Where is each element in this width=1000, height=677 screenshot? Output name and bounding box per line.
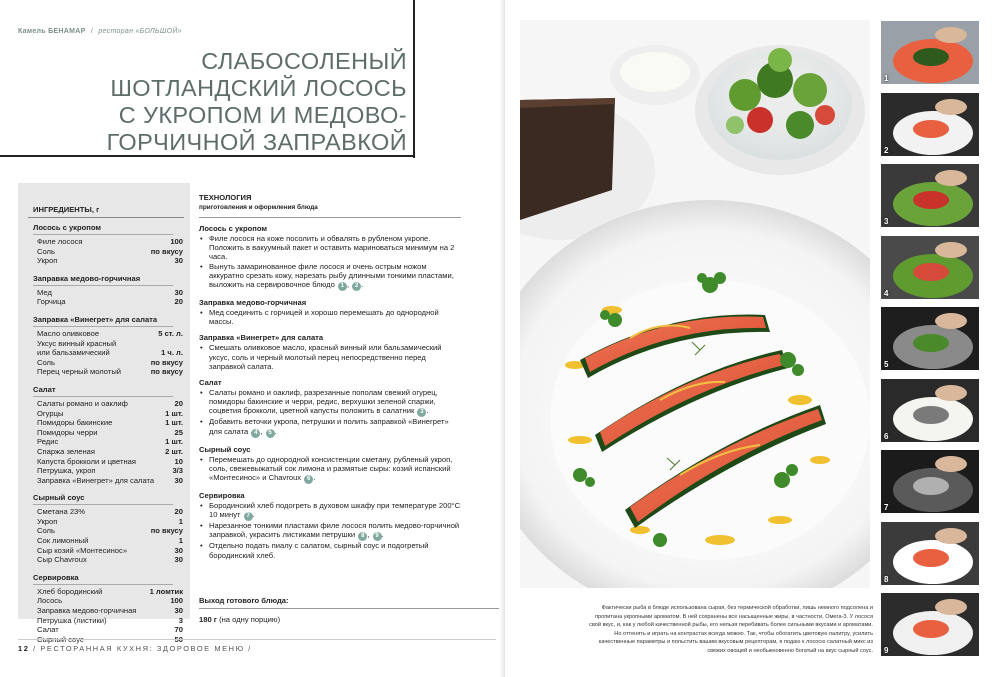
ingredient-quantity: 1 — [178, 536, 183, 546]
technology-step: • Бородинский хлеб подогреть в духовом шкафу при температуре 200°C 10 минут 7 . — [199, 501, 461, 521]
step-thumbnail-number: 7 — [884, 503, 889, 512]
ingredient-name: Укроп — [37, 256, 58, 266]
ingredient-row — [33, 517, 183, 527]
technology-step-text: Добавить веточки укропа, петрушки и полить заправкой «Винегрет» для салата — [209, 417, 449, 436]
title-line: ГОРЧИЧНОЙ ЗАПРАВКОЙ — [106, 129, 407, 155]
right-page — [505, 0, 1000, 677]
ingredient-name: Заправка «Винегрет» для салата — [37, 475, 155, 485]
technology-step-text: Отдельно подать пиалу с салатом, сырный соус и подогретый бородинский хлеб. — [209, 541, 429, 560]
ingredient-quantity: 20 — [174, 398, 183, 408]
yield-rule — [199, 608, 499, 609]
ingredient-name: или бальзамический — [37, 348, 110, 358]
ingredient-group-title: Сервировка — [33, 572, 79, 582]
technology-section — [199, 333, 461, 371]
ingredient-quantity: 100 — [170, 237, 183, 246]
step-number-badge: 3 — [417, 408, 426, 417]
technology-section-title: Лосось с укропом — [199, 224, 268, 233]
ingredient-row — [33, 339, 183, 349]
ingredient-name: Огурцы — [37, 408, 64, 418]
ingredient-name: Масло оливковое — [37, 328, 100, 338]
ingredient-name: Салаты романо и оаклиф — [37, 398, 128, 408]
ingredient-name: Редис — [37, 437, 59, 447]
ingredient-quantity: 1 ломтик — [149, 586, 183, 596]
ingredient-row — [33, 288, 183, 298]
technology-section-title: Сервировка — [199, 491, 245, 501]
technology-step — [199, 308, 461, 326]
ingredient-name: Петрушка (листики) — [37, 615, 107, 625]
ingredient-row — [33, 476, 183, 486]
ingredient-name: Соль — [37, 357, 55, 367]
ingredient-quantity: 30 — [174, 287, 183, 297]
title-frame-vertical — [413, 0, 415, 158]
dish-photo — [520, 20, 870, 588]
step-thumbnail — [881, 450, 979, 513]
step-thumbnail — [881, 379, 979, 442]
ingredient-quantity: 30 — [174, 475, 183, 485]
technology-sections — [199, 224, 461, 560]
ingredient-row — [33, 596, 183, 606]
ingredient-row — [33, 256, 183, 266]
technology-step: • Добавить веточки укропа, петрушки и полить заправкой «Винегрет» для салата 4 , 5 . — [199, 417, 461, 437]
ingredient-quantity: 10 — [174, 456, 183, 466]
page-number: 12 — [18, 644, 30, 653]
technology-step-text: Нарезанное тонкими пластами филе лосося полить медово-горчичной заправкой, украсить листиками петрушки — [209, 521, 460, 540]
ingredient-quantity: 30 — [174, 256, 183, 266]
step-thumbnail — [881, 21, 979, 84]
technology-step: • Вынуть замаринованное филе лосося и очень острым ножом аккуратно срезать кожу, нарезать рыбу длинными тонкими пластами, выложить на сервировочное блюдо 1 , 2 . — [199, 262, 461, 291]
ingredient-row — [33, 616, 183, 626]
step-number-badge: 9 — [373, 532, 382, 541]
technology-step-text: Смешать оливковое масло, красный винный или бальзамический уксус, соль и черный молотый перец непосредственно перед заправкой салата. — [209, 343, 442, 371]
step-number-badge: 2 — [352, 282, 361, 291]
technology-step-text: Салаты романо и оаклиф, разрезанные пополам свежий огурец, помидоры бакинские и черри, редис, верхушки зеленой спаржи, соцветия брокколи, цветной капусты положить в салатник — [209, 388, 438, 416]
ingredient-row — [33, 399, 183, 409]
ingredient-row — [33, 536, 183, 546]
ingredient-name: Спаржа зеленая — [37, 446, 96, 456]
title-line: С УКРОПОМ И МЕДОВО- — [118, 102, 407, 128]
technology-step-text: Перемешать до однородной консистенции сметану, рубленый укроп, соль, свежевыжатый сок лимона и размятые сыры: козий испанский «Монтесинос» и Chavroux — [209, 454, 453, 483]
technology-step: • Салаты романо и оаклиф, разрезанные пополам свежий огурец, помидоры бакинские и черри, редис, верхушки зеленой спаржи, соцветия брокколи, цветной капусты положить в салатник 3 . — [199, 388, 461, 417]
ingredient-name: Помидоры бакинские — [37, 418, 113, 428]
dish-illustration — [520, 20, 870, 588]
ingredient-name: Уксус винный красный — [37, 338, 117, 348]
step-thumbnail-number: 5 — [884, 360, 889, 369]
ingredient-name: Сок лимонный — [37, 536, 89, 546]
step-number-badge: 8 — [358, 532, 367, 541]
page-footer — [18, 644, 252, 653]
ingredient-name: Лосось — [37, 596, 63, 606]
ingredient-name: Заправка медово-горчичная — [37, 606, 137, 616]
step-number-badge: 6 — [304, 475, 313, 484]
technology-step: • Перемешать до однородной консистенции сметану, рубленый укроп, соль, свежевыжатый сок лимона и размятые сыры: козий испанский «Монтесинос» и Chavroux 6 . — [199, 455, 461, 484]
technology-rule — [199, 217, 461, 218]
technology-step — [199, 541, 461, 559]
ingredient-name: Мед — [37, 287, 52, 297]
ingredient-row — [33, 457, 183, 467]
step-thumbnail-number: 4 — [884, 288, 889, 298]
technology-step-text: Мед соединить с горчицей и хорошо перемешать до однородной массы. — [209, 308, 439, 327]
ingredient-group — [33, 274, 183, 307]
yield-amount: 180 г — [199, 615, 217, 624]
ingredient-row — [33, 437, 183, 447]
step-thumbnail-number: 2 — [884, 145, 889, 155]
step-thumbnails — [881, 21, 979, 665]
header-separator: / — [90, 28, 94, 35]
ingredient-name: Укроп — [37, 516, 58, 526]
step-thumbnail-number: 9 — [884, 646, 889, 655]
ingredient-group-rule — [33, 584, 173, 585]
ingredient-group — [33, 385, 183, 485]
ingredient-name: Сыр козий «Монтесинос» — [37, 545, 128, 555]
technology-step: • Нарезанное тонкими пластами филе лосося полить медово-горчичной заправкой, украсить листиками петрушки 8 , 9 . — [199, 521, 461, 541]
ingredients-rule — [28, 217, 184, 218]
ingredient-group-title: Сырный соус — [33, 493, 85, 503]
photo-caption: Фактически рыба в блюде использована сырая, без термической обработки, лишь немного подсолена и пропитана укропными ароматом. В ней сохранены все насыщенные жиры, в частности, Омега-3. У лосося свой вкус, и, как у любой качественной рыбы, его нельзя перебивать более сильными вкусами и ароматами. Но оттенять и играть на контрастах всегда можно. Так, чтобы обогатить цветовую палитру, усилить качественные параметры и польстить вашим вкусовым рецепторам, я подаю к лососю салатный микс из свежих овощей и необыкновенно богатый на вкус сырный соус. — [589, 605, 873, 654]
cheese-sauce — [620, 52, 690, 92]
yield-title: Выход готового блюда: — [199, 596, 289, 605]
ingredient-row — [33, 587, 183, 597]
yield-note: (на одну порцию) — [219, 615, 281, 624]
ingredient-quantity: 1 шт. — [165, 408, 183, 418]
ingredient-quantity: 100 — [170, 596, 183, 606]
footer-rule — [18, 639, 496, 640]
ingredient-row — [33, 466, 183, 476]
step-thumbnail — [881, 593, 979, 656]
ingredient-row — [33, 507, 183, 517]
ingredient-quantity: 20 — [174, 297, 183, 307]
step-number-badge: 1 — [338, 282, 347, 291]
ingredient-group-rule — [33, 234, 173, 235]
ingredient-group-rule — [33, 326, 173, 327]
ingredient-row — [33, 546, 183, 556]
ingredient-quantity: 25 — [174, 427, 183, 437]
step-number-badge: 4 — [251, 429, 260, 438]
title-line: ШОТЛАНДСКИЙ ЛОСОСЬ — [110, 75, 407, 101]
ingredient-quantity: по вкусу — [150, 246, 183, 256]
technology-subtitle: приготовления и оформления блюда — [199, 204, 318, 211]
technology-step-text: Вынуть замаринованное филе лосося и очень острым ножом аккуратно срезать кожу, нарезать рыбу длинными тонкими пластами, выложить на сервировочное блюдо — [209, 261, 454, 290]
step-number-badge: 7 — [244, 512, 253, 521]
step-thumbnail-number: 1 — [884, 74, 889, 83]
ingredient-name: Капуста брокколи и цветная — [37, 456, 136, 466]
step-thumbnail-number: 6 — [884, 431, 889, 441]
technology-section — [199, 491, 461, 560]
step-thumbnail — [881, 307, 979, 370]
technology-section — [199, 378, 461, 438]
ingredient-quantity: 30 — [174, 555, 183, 565]
ingredient-row — [33, 297, 183, 307]
ingredient-name: Соль — [37, 246, 55, 256]
ingredient-quantity: 70 — [174, 625, 183, 635]
ingredient-row — [33, 625, 183, 635]
ingredient-quantity: 3 — [178, 615, 183, 625]
ingredient-name: Петрушка, укроп — [37, 466, 96, 476]
technology-section — [199, 445, 461, 484]
ingredient-name: Сметана 23% — [37, 507, 86, 517]
technology-step — [199, 234, 461, 262]
ingredient-row — [33, 428, 183, 438]
ingredient-group — [33, 573, 183, 645]
ingredient-name: Горчица — [37, 297, 66, 307]
ingredient-name: Филе лосося — [37, 237, 83, 246]
ingredient-group-title: Лосось с укропом — [33, 223, 102, 232]
step-thumbnail — [881, 522, 979, 585]
ingredient-row — [33, 348, 183, 358]
ingredient-row — [33, 409, 183, 419]
ingredient-row — [33, 329, 183, 339]
step-number-badge: 5 — [266, 429, 275, 438]
restaurant-name: ресторан «БОЛЬШОЙ» — [98, 28, 182, 35]
ingredient-quantity: 30 — [174, 545, 183, 555]
technology-step — [199, 343, 461, 371]
yield-block — [199, 596, 499, 624]
technology-step-text: Филе лосося на коже посолить и обвалять в рубленом укропе. Положить в вакуумный пакет и оставить мариноваться минимум на 2 часа. — [209, 234, 455, 262]
ingredients-list — [33, 223, 183, 652]
recipe-title — [107, 48, 407, 156]
ingredients-box — [18, 183, 190, 635]
ingredient-quantity: 1 шт. — [165, 437, 183, 447]
ingredient-group-title: Салат — [33, 384, 56, 394]
step-thumbnail — [881, 93, 979, 156]
ingredient-row — [33, 367, 183, 377]
ingredient-group — [33, 223, 183, 266]
technology-title: ТЕХНОЛОГИЯ — [199, 193, 252, 202]
ingredient-name: Перец черный молотый — [37, 367, 122, 377]
ingredient-group-rule — [33, 285, 173, 286]
ingredient-group-rule — [33, 396, 173, 397]
ingredient-row — [33, 606, 183, 616]
technology-section-title: Сырный соус — [199, 444, 251, 454]
technology-step-text: Бородинский хлеб подогреть в духовом шкафу при температуре 200°C 10 минут — [209, 501, 461, 520]
technology-section-title: Заправка «Винегрет» для салата — [199, 333, 324, 343]
ingredient-quantity: 1 ч. л. — [161, 348, 183, 358]
ingredient-name: Помидоры черри — [37, 427, 98, 437]
ingredient-name: Хлеб бородинский — [37, 586, 103, 596]
step-thumbnail — [881, 236, 979, 299]
ingredient-group-title: Заправка медово-горчичная — [33, 273, 141, 283]
ingredient-group — [33, 315, 183, 377]
ingredient-quantity: 5 ст. л. — [158, 328, 183, 338]
ingredient-row — [33, 418, 183, 428]
technology-section — [199, 298, 461, 326]
title-line: СЛАБОСОЛЕНЫЙ — [201, 48, 407, 74]
ingredient-quantity: по вкусу — [150, 357, 183, 367]
ingredient-quantity: 1 — [178, 516, 183, 526]
ingredient-quantity: 30 — [174, 606, 183, 616]
ingredient-group-rule — [33, 504, 173, 505]
ingredient-quantity: 3/3 — [172, 466, 183, 476]
ingredient-name: Сыр Chavroux — [37, 555, 87, 565]
technology-column — [199, 193, 461, 567]
technology-section-title: Заправка медово-горчичная — [199, 298, 307, 308]
ingredient-group-title: Заправка «Винегрет» для салата — [33, 314, 158, 324]
technology-section-title: Салат — [199, 378, 222, 388]
header-line — [18, 28, 182, 35]
ingredient-row — [33, 247, 183, 257]
ingredient-row — [33, 447, 183, 457]
author-name: Камель БЕНАМАР — [18, 28, 86, 35]
step-thumbnail — [881, 164, 979, 227]
magazine-section: / РЕСТОРАННАЯ КУХНЯ: ЗДОРОВОЕ МЕНЮ / — [33, 644, 252, 653]
yield-value — [199, 615, 499, 624]
ingredient-row — [33, 526, 183, 536]
ingredient-name: Салат — [37, 625, 59, 635]
ingredient-quantity: по вкусу — [150, 526, 183, 536]
ingredient-quantity: 2 шт. — [165, 446, 183, 456]
ingredient-row — [33, 555, 183, 565]
ingredient-quantity: 1 шт. — [165, 418, 183, 428]
technology-section — [199, 224, 461, 291]
ingredient-name: Соль — [37, 526, 55, 536]
ingredient-row — [33, 358, 183, 368]
ingredients-heading: ИНГРЕДИЕНТЫ, г — [33, 205, 100, 214]
ingredient-quantity: по вкусу — [150, 367, 183, 377]
ingredient-row — [33, 237, 183, 247]
step-thumbnail-number: 3 — [884, 217, 889, 226]
step-thumbnail-number: 8 — [884, 574, 889, 584]
ingredient-group — [33, 493, 183, 565]
ingredient-quantity: 20 — [174, 507, 183, 517]
